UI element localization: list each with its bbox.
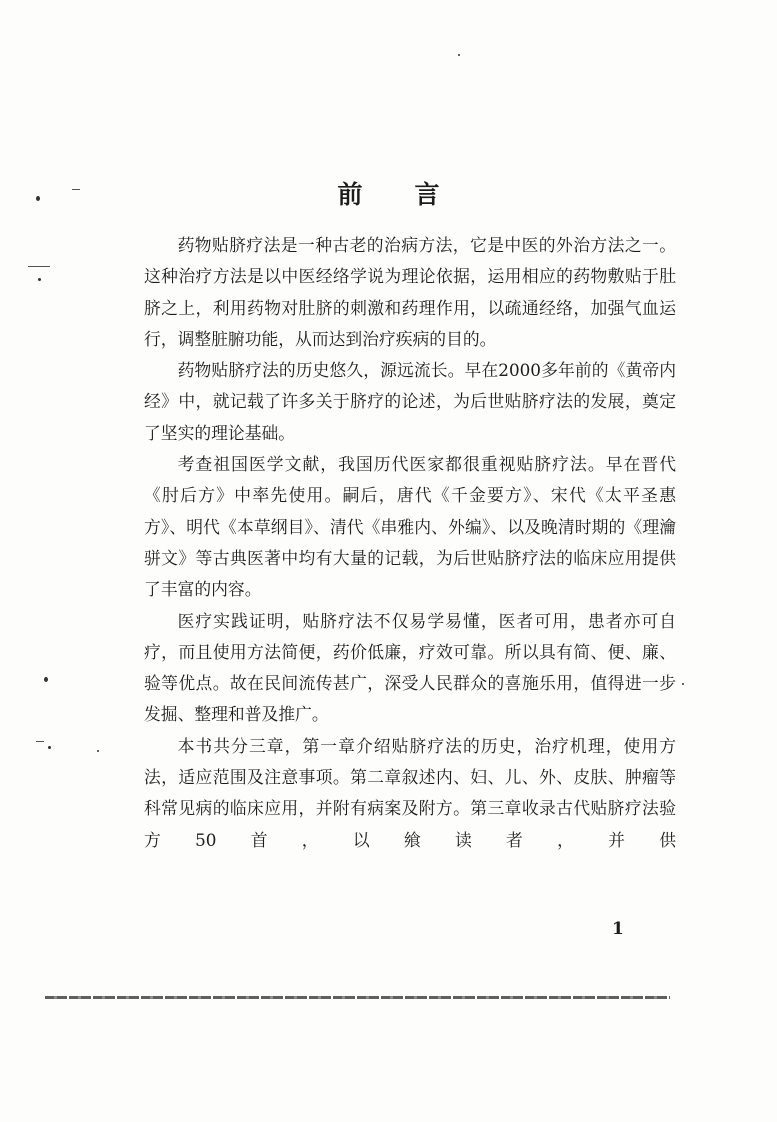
page-bottom-edge [45,996,670,999]
scan-speck [458,54,460,56]
paragraph: 医疗实践证明，贴脐疗法不仅易学易懂，医者可用，患者亦可自疗，而且使用方法简便，药价低廉，疗效可靠。所以具有简、便、廉、验等优点。故在民间流传甚广，深受人民群众的喜施乐用，值得进一步发掘、整理和普及推广。 [144,610,676,725]
scan-speck [48,746,51,749]
scan-speck [97,750,99,752]
paragraph: 药物贴脐疗法的历史悠久，源远流长。早在2000多年前的《黄帝内经》中，就记载了许多关于脐疗的论述，为后世贴脐疗法的发展，奠定了坚实的理论基础。 [144,360,676,443]
scan-speck [682,683,684,685]
scan-mark [36,741,44,742]
paragraph: 考查祖国医学文献，我国历代医家都很重视贴脐疗法。早在晋代《肘后方》中率先使用。嗣后，唐代《千金要方》、宋代《太平圣惠方》、明代《本草纲目》、清代《串雅内、外编》、以及晚清时期的《理瀹骈文》等古典医著中均有大量的记载，为后世贴脐疗法的临床应用提供了丰富的内容。 [144,454,676,600]
page-number: 1 [612,919,624,939]
scan-speck [44,677,48,682]
body-text [144,230,676,856]
scan-mark [28,266,50,267]
paragraph: 药物贴脐疗法是一种古老的治病方法，它是中医的外治方法之一。这种治疗方法是以中医经络学说为理论依据，运用相应的药物敷贴于肚脐之上，利用药物对肚脐的刺激和药理作用，以疏通经络，加强气血运行，调整脏腑功能，从而达到治疗疾病的目的。 [144,235,676,349]
scan-speck [38,278,41,281]
paragraph: 本书共分三章，第一章介绍贴脐疗法的历史，治疗机理，使用方法，适应范围及注意事项。第二章叙述内、妇、儿、外、皮肤、肿瘤等科常见病的临床应用，并附有病案及附方。第三章收录古代贴脐疗法验方50首，以飨读者，并供 [144,735,676,850]
page-title: 前言 [337,179,492,209]
